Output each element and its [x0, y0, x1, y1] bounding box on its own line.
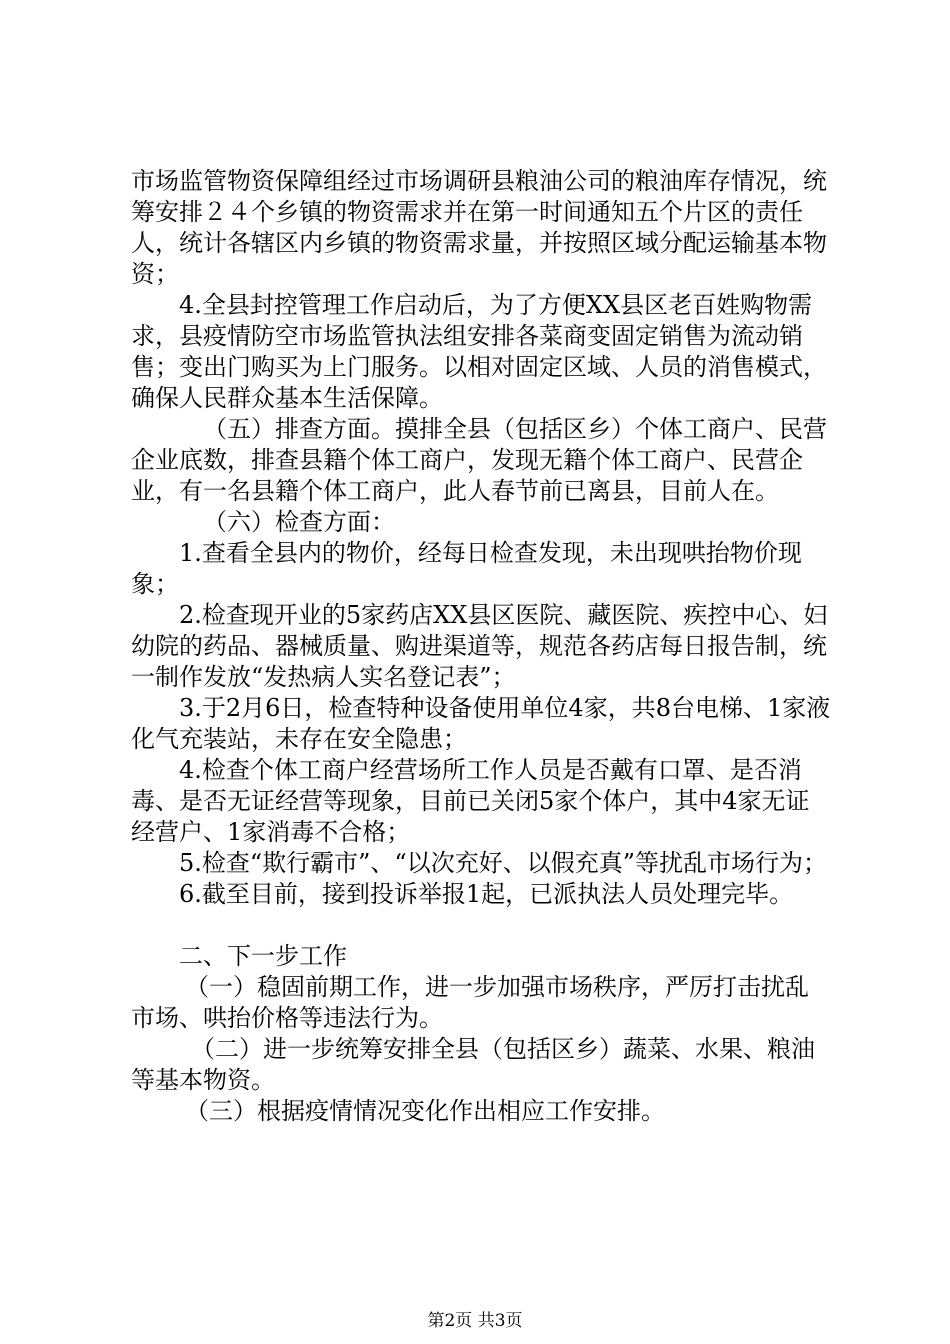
- paragraph-next-step-2: （二）进一步统筹安排全县（包括区乡）蔬菜、水果、粮油等基本物资。: [131, 1035, 815, 1094]
- section-heading-next-steps: 二、下一步工作: [179, 942, 347, 970]
- paragraph-check-3: 3.于2月6日，检查特种设备使用单位4家，共8台电梯、1家液化气充装站，未存在安全隐患；: [131, 694, 831, 753]
- paragraph-check-6: 6.截至目前，接到投诉举报1起，已派执法人员处理完毕。: [179, 880, 794, 908]
- paragraph-check-1: 1.查看全县内的物价，经每日检查发现，未出现哄抬物价现象；: [131, 539, 802, 598]
- paragraph-check-4: 4.检查个体工商户经营场所工作人员是否戴有口罩、是否消毒、是否无证经营等现象，目前已关闭5家个体户，其中4家无证经营户、1家消毒不合格；: [131, 756, 810, 846]
- paragraph-section-5-inspection: （五）排查方面。摸排全县（包括区乡）个体工商户、民营企业底数，排查县籍个体工商户，发现无籍个体工商户、民营企业，有一名县籍个体工商户，此人春节前已离县，目前人在。: [131, 415, 827, 505]
- page-number-footer: 第2页 共3页: [427, 1311, 523, 1331]
- paragraph-check-2: 2.检查现开业的5家药店XX县区医院、藏医院、疾控中心、妇幼院的药品、器械质量、购进渠道等，规范各药店每日报告制，统一制作发放“发热病人实名登记表”；: [131, 601, 828, 691]
- paragraph-section-6-heading: （六）检查方面：: [203, 508, 395, 536]
- paragraph-material-supply: 市场监管物资保障组经过市场调研县粮油公司的粮油库存情况，统筹安排２４个乡镇的物资需求并在第一时间通知五个片区的责任人，统计各辖区内乡镇的物资需求量，并按照区域分配运输基本物资；: [131, 167, 827, 288]
- paragraph-next-step-3: （三）根据疫情情况变化作出相应工作安排。: [185, 1097, 665, 1125]
- paragraph-item-4-delivery: 4.全县封控管理工作启动后，为了方便XX县区老百姓购物需求，县疫情防空市场监管执法组安排各菜商变固定销售为流动销售；变出门购买为上门服务。以相对固定区域、人员的消售模式，确保人民群众基本生活保障。: [131, 291, 827, 412]
- paragraph-next-step-1: （一）稳固前期工作，进一步加强市场秩序，严厉打击扰乱市场、哄抬价格等违法行为。: [131, 973, 809, 1032]
- paragraph-check-5: 5.检查“欺行霸市”、“以次充好、以假充真”等扰乱市场行为；: [179, 849, 827, 877]
- paragraph-spacer: [131, 910, 831, 941]
- document-body: [131, 166, 831, 1127]
